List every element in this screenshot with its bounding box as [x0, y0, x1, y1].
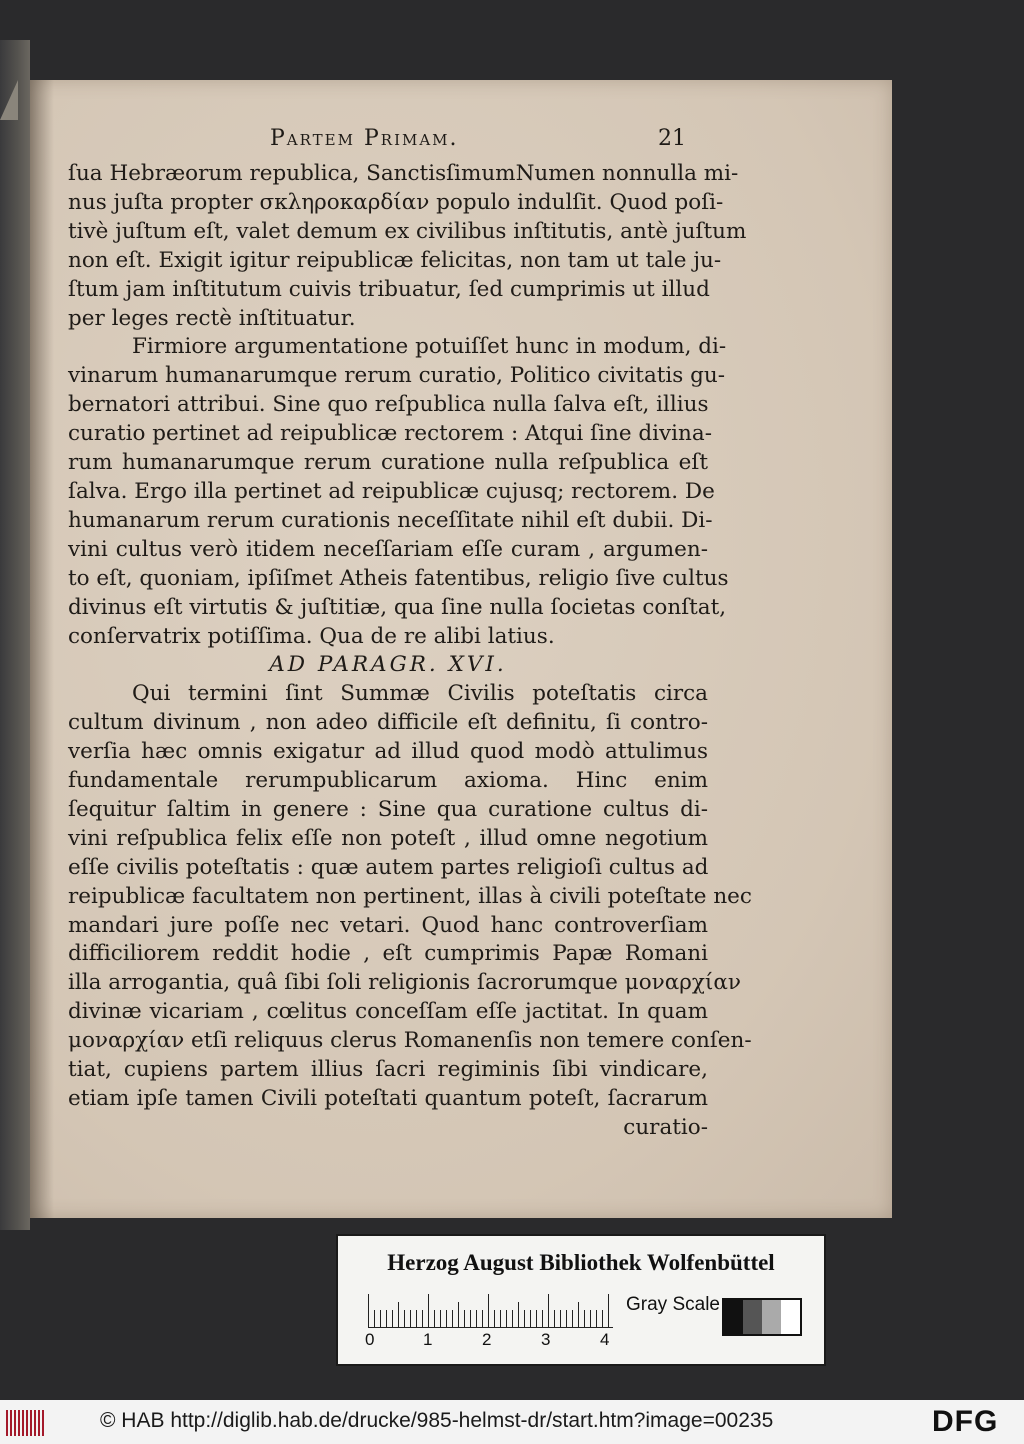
text-line: ſua Hebræorum republica, SanctisſimumNumen nonnulla mi-	[68, 161, 739, 186]
text-line: reipublicæ facultatem non pertinent, illas à civili poteſtate nec	[68, 883, 752, 909]
text-line: per leges rectè inſtituatur.	[68, 305, 356, 331]
ruler-tick	[584, 1310, 585, 1328]
ruler-tick	[470, 1310, 471, 1328]
gray-scale-label: Gray Scale	[626, 1294, 720, 1315]
gray-swatch	[781, 1300, 800, 1334]
ruler-tick	[524, 1310, 525, 1328]
ruler-tick	[602, 1310, 603, 1328]
text-line: ſtum jam inſtitutum cuivis tribuatur, ſed cumprimis ut illud	[68, 276, 710, 302]
text-line: vinarum humanarumque rerum curatio, Politico civitatis gu-	[68, 363, 726, 389]
ruler-tick	[410, 1310, 411, 1328]
ruler-tick	[422, 1310, 423, 1328]
ruler-tick	[464, 1310, 465, 1328]
text-line: nus juſta propter σκληροκαρδίαν populo indulſit. Quod poſi-	[68, 189, 724, 215]
ruler-tick	[386, 1310, 387, 1328]
ruler-tick	[482, 1310, 483, 1328]
ruler-label: 0	[365, 1330, 375, 1349]
ruler-tick	[608, 1294, 609, 1328]
text-line: curatio-	[623, 1114, 708, 1140]
page-number: 21	[658, 126, 686, 151]
ruler-tick	[500, 1310, 501, 1328]
gray-scale-swatches	[722, 1298, 802, 1336]
ruler-tick	[380, 1310, 381, 1328]
library-name: Herzog August Bibliothek Wolfenbüttel	[387, 1250, 775, 1275]
ruler-tick	[398, 1302, 399, 1328]
text-line: divinæ vicariam , cœlitus conceſſam eſſe jactitat. In quam	[68, 999, 708, 1025]
ruler-tick	[428, 1294, 429, 1328]
text-line: conſervatrix potiſſima. Qua de re alibi latius.	[68, 623, 555, 649]
ruler-tick	[518, 1302, 519, 1328]
ruler-tick	[512, 1310, 513, 1328]
text-line: bernatori attribui. Sine quo reſpublica nulla ſalva eſt, illius	[68, 392, 709, 418]
text-line: AD PARAGR. XVI.	[269, 652, 507, 678]
text-line: eſſe civilis poteſtatis : quæ autem partes religioſi cultus ad	[68, 854, 709, 880]
book-page	[30, 80, 892, 1218]
ruler-tick	[476, 1310, 477, 1328]
page-fold	[0, 80, 18, 120]
ruler-tick	[446, 1310, 447, 1328]
ruler-tick	[434, 1310, 435, 1328]
text-line: divinus eſt virtutis & juſtitiæ, qua ſine nulla ſocietas conſtat,	[68, 594, 727, 620]
ruler-tick	[494, 1310, 495, 1328]
body-text	[68, 160, 752, 1143]
text-line: mandari jure poſſe nec vetari. Quod hanc controverſiam	[68, 912, 708, 938]
ruler-tick	[440, 1310, 441, 1328]
text-line: etiam ipſe tamen Civili poteſtati quantum poteſt, ſacrarum	[68, 1086, 708, 1111]
ruler-label: 1	[423, 1330, 433, 1349]
ruler-tick	[542, 1310, 543, 1328]
copyright-link[interactable]: © HAB http://diglib.hab.de/drucke/985-helmst-dr/start.htm?image=00235	[100, 1409, 774, 1432]
color-calibration-target	[336, 1234, 826, 1366]
book-edge	[0, 40, 30, 1230]
ruler-tick	[536, 1310, 537, 1328]
ruler-tick	[596, 1310, 597, 1328]
text-line: verſia hæc omnis exigatur ad illud quod modò attulimus	[68, 739, 708, 765]
text-line: ſequitur ſaltim in genere : Sine qua curatione cultus di-	[68, 796, 708, 822]
ruler-tick	[368, 1294, 369, 1328]
ruler-tick	[548, 1294, 549, 1328]
ruler-tick	[404, 1310, 405, 1328]
text-line: cultum divinum , non adeo difficile eſt definitu, ſi contro-	[68, 710, 708, 736]
ruler-tick	[452, 1310, 453, 1328]
gray-swatch	[724, 1300, 743, 1334]
ruler-tick	[572, 1310, 573, 1328]
ruler-tick	[530, 1310, 531, 1328]
ruler-tick	[416, 1310, 417, 1328]
text-line: curatio pertinet ad reipublicæ rectorem : Atqui ſine divina-	[68, 421, 712, 447]
running-head	[30, 126, 892, 160]
ruler-tick	[374, 1310, 375, 1328]
text-line: μοναρχίαν etſi reliquus clerus Romanenſis non temere conſen-	[68, 1028, 752, 1054]
page-gutter-shadow	[30, 80, 54, 1218]
ruler-label: 3	[541, 1330, 551, 1349]
text-line: humanarum rerum curationis neceſſitate nihil eſt dubii. Di-	[68, 507, 713, 533]
ruler-label: 2	[482, 1330, 492, 1349]
text-line: rum humanarumque rerum curatione nulla reſpublica eſt	[68, 450, 708, 476]
text-line: tivè juſtum eſt, valet demum ex civilibus inſtitutis, antè juſtum	[68, 218, 747, 244]
running-title: Partem Primam.	[270, 126, 459, 151]
ruler-tick	[392, 1310, 393, 1328]
text-line: vini cultus verò itidem neceſſariam eſſe curam , argumen-	[68, 536, 708, 562]
ruler-tick	[458, 1302, 459, 1328]
text-line: ſalva. Ergo illa pertinet ad reipublicæ cujusq; rectorem. De	[68, 478, 715, 504]
text-line: to eſt, quoniam, ipſiſmet Atheis fatentibus, religio ſive cultus	[68, 565, 729, 591]
ruler-tick	[590, 1310, 591, 1328]
ruler-tick	[506, 1310, 507, 1328]
gray-swatch	[762, 1300, 781, 1334]
ruler-tick	[578, 1302, 579, 1328]
text-line: non eſt. Exigit igitur reipublicæ felicitas, non tam ut tale ju-	[68, 247, 722, 273]
text-line: illa arrogantia, quâ ſibi ſoli religionis ſacrorumque μοναρχίαν	[68, 970, 741, 996]
ruler-tick	[554, 1310, 555, 1328]
ruler-tick	[566, 1310, 567, 1328]
text-line: vini reſpublica felix eſſe non poteſt , illud omne negotium	[68, 825, 708, 851]
ruler-tick	[488, 1294, 489, 1328]
ruler-label: 4	[600, 1330, 610, 1349]
gray-swatch	[743, 1300, 762, 1334]
ruler-tick	[560, 1310, 561, 1328]
text-line: difficiliorem reddit hodie , eſt cumprimis Papæ Romani	[68, 941, 708, 967]
barcode-icon	[6, 1410, 46, 1436]
text-line: fundamentale rerumpublicarum axioma. Hinc enim	[68, 768, 708, 794]
dfg-logo: DFG	[932, 1405, 999, 1438]
scale-ruler	[368, 1294, 613, 1328]
text-line: Firmiore argumentatione potuiſſet hunc in modum, di-	[132, 334, 727, 360]
text-line: tiat, cupiens partem illius ſacri regiminis ſibi vindicare,	[68, 1057, 708, 1083]
text-line: Qui termini ſint Summæ Civilis poteſtatis circa	[132, 681, 708, 707]
footer-bar	[0, 1400, 1024, 1444]
